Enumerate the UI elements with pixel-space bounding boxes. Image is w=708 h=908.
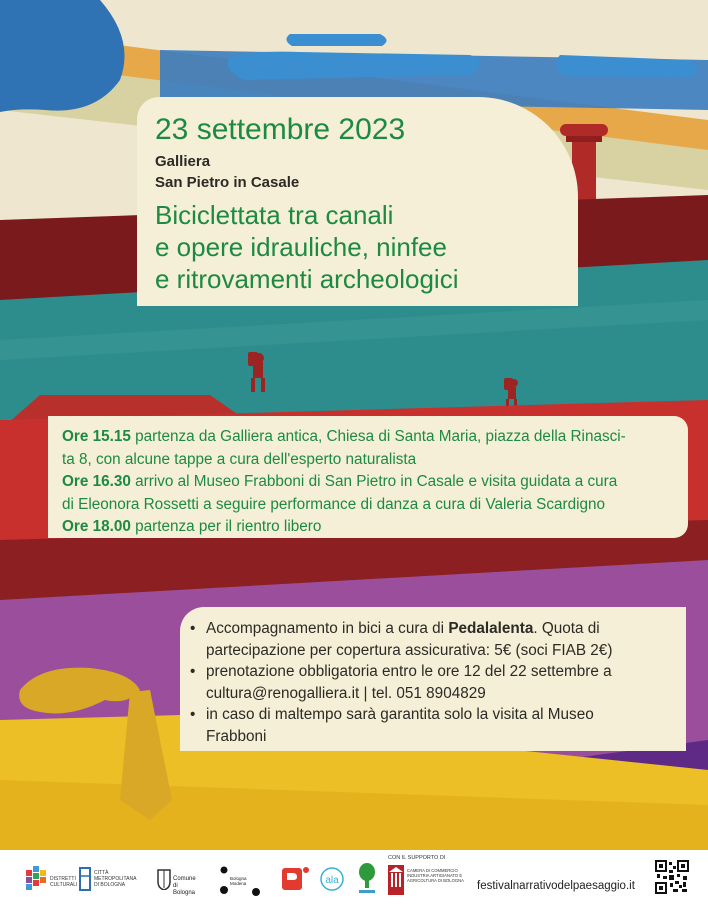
camera-commercio-logo [388,865,464,900]
svg-text:ala: ala [325,875,339,886]
schedule-text: partenza da Galliera antica, Chiesa di Santa Maria, piazza della Rinasci- [130,428,626,445]
bullet-icon: • [190,706,196,723]
info-text: in caso di maltempo sarà garantita solo la visita al Museo [206,706,594,723]
info-panel [180,607,686,751]
info-item-booking [188,661,676,704]
green-emblem-logo [356,862,378,901]
bullet-icon: • [190,620,196,637]
info-item-registration [188,618,676,661]
schedule-item [62,471,680,494]
info-item-weather [188,704,676,747]
logo-text: DI BOLOGNA [94,882,126,888]
qr-code-icon [655,860,689,894]
leaf-icon [356,862,378,896]
building-icon [388,865,404,895]
logo-text: METROPOLITANA [94,876,137,882]
schedule-text: di Eleonora Rossetti a seguire performance di danza a cura di Valeria Scardigno [62,495,606,513]
logo-text: CITTÀ [94,870,109,876]
logo-text: DISTRETTI [50,876,76,882]
logo-text: di Bologna [173,883,196,896]
event-title-line: e opere idrauliche, ninfee [155,232,447,262]
sponsor-footer [0,850,708,908]
logo-text: Comune [173,876,196,882]
event-title-line: e ritrovamenti archeologici [155,264,459,294]
bullet-icon: • [190,663,196,680]
logo-text: INDUSTRIA ARTIGIANATO E [407,873,463,879]
info-text: . Quota di [533,620,600,637]
logo-text: AGRICOLTURA DI BOLOGNA [407,878,464,884]
qr-code[interactable] [655,860,689,899]
comune-bologna-logo [157,868,196,896]
logo-text: CULTURALI [50,882,78,888]
event-title [155,199,560,295]
distretti-culturali-logo [26,866,78,897]
organizer-name: Pedalalenta [448,620,534,637]
info-text: partecipazione per copertura assicurativa: 5€ (soci FIAB 2€) [206,641,613,659]
schedule-time: Ore 15.15 [62,428,131,445]
distretti-mosaic-icon [26,866,46,892]
info-text: Accompagnamento in bici a cura di [206,620,449,637]
schedule-time: Ore 16.30 [62,473,131,490]
logo-text: Modena [230,881,247,886]
title-panel [137,97,578,306]
ala-logo [318,867,346,896]
place-san-pietro: San Pietro in Casale [155,174,300,191]
website-link[interactable]: festivalnarrativodelpaesaggio.it [477,880,635,892]
red-block-icon [282,866,310,892]
bologna-estate-logo [282,866,310,897]
bologna-modena-logo [220,866,260,901]
schedule-text: partenza per il rientro libero [130,518,322,535]
schedule-item [62,516,680,539]
schedule-item [62,426,680,449]
schedule-time: Ore 18.00 [62,518,131,535]
contact-text: cultura@renogalliera.it | tel. 051 8904829 [206,684,486,702]
place-galliera: Galliera [155,153,211,170]
citta-metropolitana-logo [78,866,137,897]
schedule-text: ta 8, con alcune tappe a cura dell'esperto naturalista [62,450,417,468]
logo-text: CAMERA DI COMMERCIO [407,868,458,873]
support-label: CON IL SUPPORTO DI [388,855,446,861]
coat-of-arms-icon [157,868,171,890]
schedule-panel [48,416,688,538]
schedule-text: arrivo al Museo Frabboni di San Pietro in Casale e visita guidata a cura [130,473,618,490]
info-list [188,618,676,747]
event-title-line: Biciclettata tra canali [155,200,394,230]
info-text: Frabboni [206,727,267,745]
info-text: prenotazione obbligatoria entro le ore 12 del 22 settembre a [206,663,612,680]
ala-circle-icon [318,867,346,891]
city-emblem-icon [78,866,92,892]
event-date: 23 settembre 2023 [155,113,406,146]
logo-text: Bologna [230,876,247,881]
